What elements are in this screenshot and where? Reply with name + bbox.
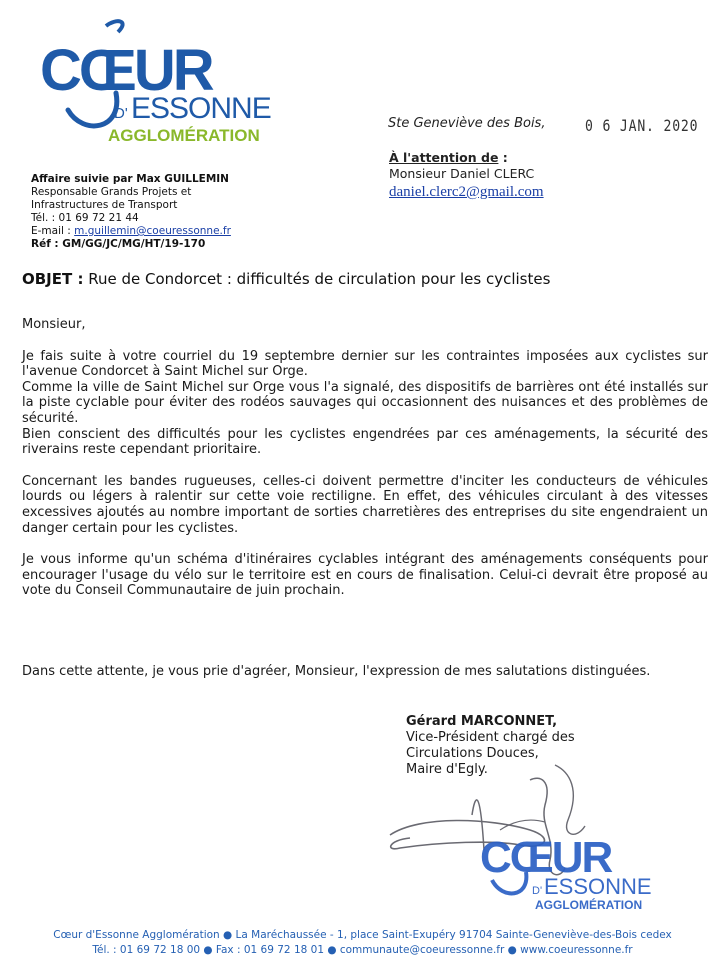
signature-stroke-3 — [555, 765, 585, 834]
letter-body — [22, 317, 708, 615]
subject-line — [22, 270, 550, 288]
logo-line2-prefix: D' — [114, 105, 128, 122]
stamp-line3: AGGLOMÉRATION — [535, 898, 643, 910]
sender-followed-by: Affaire suivie par Max GUILLEMIN — [31, 173, 229, 185]
sender-role-1: Responsable Grands Projets et — [31, 186, 192, 198]
stamp — [480, 833, 652, 910]
footer-contacts: Tél. : 01 69 72 18 00 ● Fax : 01 69 72 18 01 ● communaute@coeuressonne.fr ● www.coeuressonne.fr — [92, 944, 633, 956]
signature-graphic — [380, 760, 680, 910]
logo-line2: ESSONNE — [131, 92, 271, 125]
sender-reference: Réf : GM/GG/JC/MG/HT/19-170 — [31, 238, 206, 250]
recipient-name: Monsieur Daniel CLERC — [389, 166, 535, 181]
sender-phone: Tél. : 01 69 72 21 44 — [31, 212, 139, 224]
signatory-name: Gérard MARCONNET, — [406, 714, 558, 729]
place-label: Ste Geneviève des Bois, — [388, 116, 546, 131]
paragraph-3: Bien conscient des difficultés pour les cyclistes engendrées par ces aménagements, la sécurité des riverains reste cependant prioritaire. — [22, 426, 708, 458]
agglomeration-logo — [38, 18, 278, 148]
sender-email-link[interactable]: m.guillemin@coeuressonne.fr — [74, 225, 231, 237]
subject-label: OBJET : — [22, 270, 84, 288]
signatory-title-1: Vice-Président chargé des — [406, 730, 575, 745]
sender-email-label: E-mail : — [31, 225, 75, 237]
signatory-title-2: Circulations Douces, — [406, 746, 539, 761]
sender-block — [31, 173, 231, 251]
paragraph-4: Concernant les bandes rugueuses, celles-ci doivent permettre d'inciter les conducteurs de véhicules lourds ou légers à ralentir sur cette voie rectiligne. En effet, des véhicules circulant à des vitesses excessives ajoutés au nombre important de sorties charretières des entreprises du site engendraient un danger certain pour les cyclistes. — [22, 473, 708, 536]
closing-formula: Dans cette attente, je vous prie d'agréer, Monsieur, l'expression de mes salutations distinguées. — [22, 664, 651, 679]
logo-graphic — [38, 18, 278, 148]
stamp-line1: CŒUR — [480, 833, 612, 882]
attention-row — [389, 150, 544, 166]
logo-line3: AGGLOMÉRATION — [108, 126, 260, 145]
recipient-block — [389, 150, 544, 200]
stamp-line2: ESSONNE — [544, 874, 652, 899]
sender-role-2: Infrastructures de Transport — [31, 199, 178, 211]
footer — [0, 928, 725, 958]
paragraph-1: Je fais suite à votre courriel du 19 septembre dernier sur les contraintes imposées aux cyclistes sur l'avenue Condorcet à Saint Michel sur Orge. — [22, 348, 708, 380]
salutation: Monsieur, — [22, 317, 86, 332]
logo-tick — [106, 21, 123, 32]
footer-address: Cœur d'Essonne Agglomération ● La Maréchaussée - 1, place Saint-Exupéry 91704 Sainte-Geneviève-des-Bois cedex — [53, 929, 672, 941]
subject-text: Rue de Condorcet : difficultés de circulation pour les cyclistes — [83, 270, 551, 288]
sender-email-row — [31, 225, 231, 238]
attention-colon: : — [498, 150, 508, 165]
paragraph-2: Comme la ville de Saint Michel sur Orge vous l'a signalé, des dispositifs de barrières ont été installés sur la piste cyclable pour éviter des rodéos sauvages qui occasionnent des nuisances et des problèmes de sécurité. — [22, 379, 708, 426]
signature-and-stamp — [380, 760, 680, 910]
signatory-title-3: Maire d'Egly. — [406, 762, 488, 777]
stamp-line2-prefix: D' — [532, 885, 543, 897]
recipient-email-link[interactable]: daniel.clerc2@gmail.com — [389, 184, 544, 200]
paragraph-5: Je vous informe qu'un schéma d'itinéraires cyclables intégrant des aménagements conséquents pour encourager l'usage du vélo sur le territoire est en cours de finalisation. Celui-ci devrait être proposé au vote du Conseil Communautaire de juin prochain. — [22, 552, 708, 599]
date-stamp: 0 6 JAN. 2020 — [585, 116, 699, 135]
attention-label: À l'attention de — [389, 150, 499, 165]
logo-line1: CŒUR — [40, 38, 212, 103]
